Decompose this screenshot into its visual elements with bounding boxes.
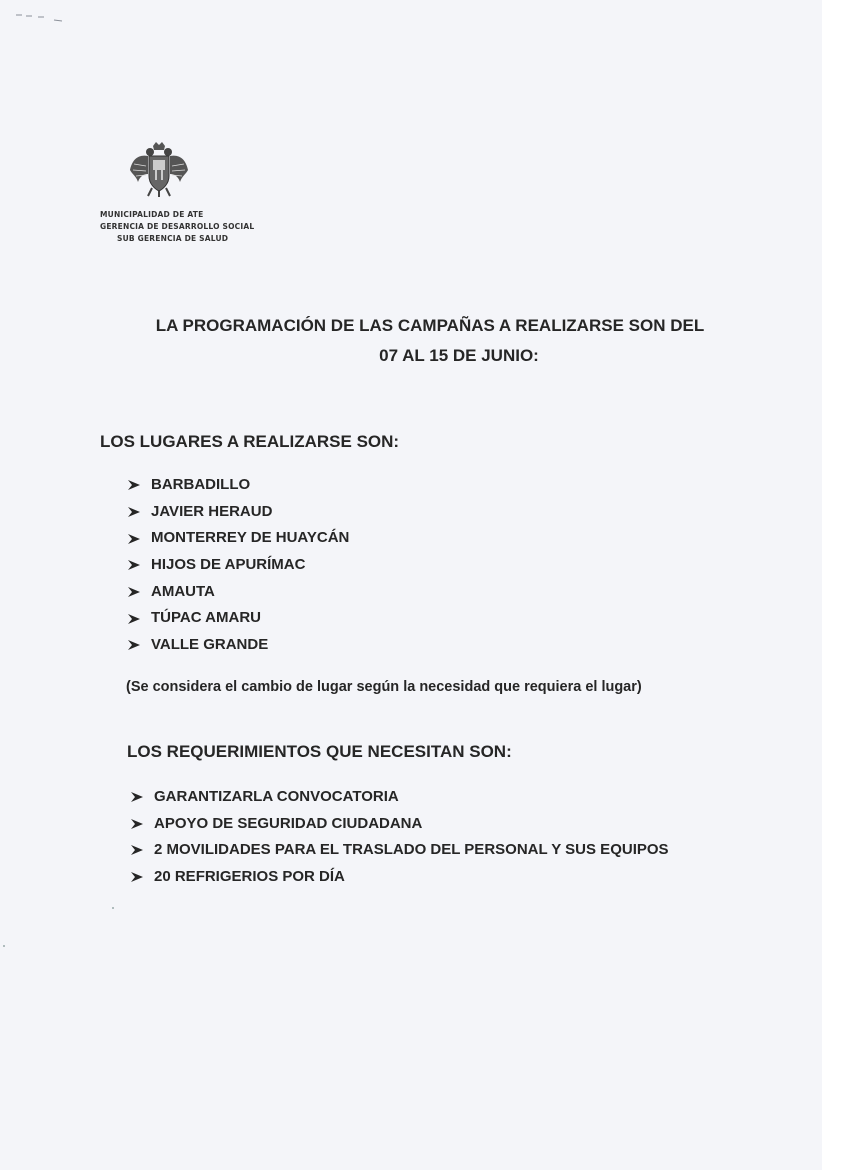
requirement-text: 20 REFRIGERIOS POR DÍA bbox=[154, 867, 345, 885]
org-line-department: GERENCIA DE DESARROLLO SOCIAL bbox=[100, 222, 255, 231]
scan-mark-icon bbox=[14, 12, 64, 22]
place-name: JAVIER HERAUD bbox=[151, 502, 273, 520]
arrowhead-bullet-icon bbox=[127, 559, 141, 571]
paper-speck bbox=[3, 945, 5, 947]
place-name: MONTERREY DE HUAYCÁN bbox=[151, 529, 350, 547]
list-item bbox=[130, 811, 669, 838]
arrowhead-bullet-icon bbox=[127, 479, 141, 491]
title-line-1: LA PROGRAMACIÓN DE LAS CAMPAÑAS A REALIZARSE SON DEL bbox=[155, 316, 705, 335]
arrowhead-bullet-icon bbox=[127, 586, 141, 598]
arrowhead-bullet-icon bbox=[127, 506, 141, 518]
arrowhead-bullet-icon bbox=[127, 639, 141, 651]
arrowhead-bullet-icon bbox=[130, 791, 144, 803]
place-name: HIJOS DE APURÍMAC bbox=[151, 556, 306, 574]
list-item bbox=[130, 837, 669, 864]
list-item bbox=[127, 632, 349, 659]
arrowhead-bullet-icon bbox=[130, 844, 144, 856]
list-item bbox=[127, 605, 349, 632]
requirement-text: GARANTIZARLA CONVOCATORIA bbox=[154, 788, 399, 805]
list-item bbox=[127, 525, 349, 552]
places-note: (Se considera el cambio de lugar según la necesidad que requiera el lugar) bbox=[126, 679, 642, 695]
list-item bbox=[127, 552, 349, 579]
list-item bbox=[127, 499, 349, 526]
place-name: VALLE GRANDE bbox=[151, 636, 269, 654]
arrowhead-bullet-icon bbox=[130, 818, 144, 830]
list-item bbox=[130, 864, 669, 891]
place-name: TÚPAC AMARU bbox=[151, 609, 261, 627]
requirement-text: APOYO DE SEGURIDAD CIUDADANA bbox=[154, 814, 423, 832]
org-line-subdepartment: SUB GERENCIA DE SALUD bbox=[117, 234, 229, 243]
requirement-text: 2 MOVILIDADES PARA EL TRASLADO DEL PERSONAL Y SUS EQUIPOS bbox=[154, 841, 669, 858]
organization-header bbox=[100, 209, 300, 245]
arrowhead-bullet-icon bbox=[130, 871, 144, 883]
arrowhead-bullet-icon bbox=[127, 533, 141, 545]
arrowhead-bullet-icon bbox=[127, 613, 141, 625]
org-line-municipality: MUNICIPALIDAD DE ATE bbox=[100, 210, 204, 219]
place-name: AMAUTA bbox=[151, 582, 215, 600]
page-title bbox=[60, 311, 760, 371]
place-name: BARBADILLO bbox=[151, 476, 251, 493]
title-line-2: 07 AL 15 DE JUNIO: bbox=[379, 346, 539, 365]
places-list bbox=[127, 472, 349, 659]
places-heading: LOS LUGARES A REALIZARSE SON: bbox=[100, 432, 400, 451]
list-item bbox=[127, 472, 349, 499]
list-item bbox=[130, 784, 669, 811]
coat-of-arms-icon bbox=[128, 140, 190, 198]
requirements-list bbox=[130, 784, 669, 890]
requirements-heading: LOS REQUERIMIENTOS QUE NECESITAN SON: bbox=[127, 742, 512, 761]
list-item bbox=[127, 579, 349, 606]
scan-margin bbox=[822, 0, 850, 1170]
paper-speck bbox=[112, 907, 114, 909]
